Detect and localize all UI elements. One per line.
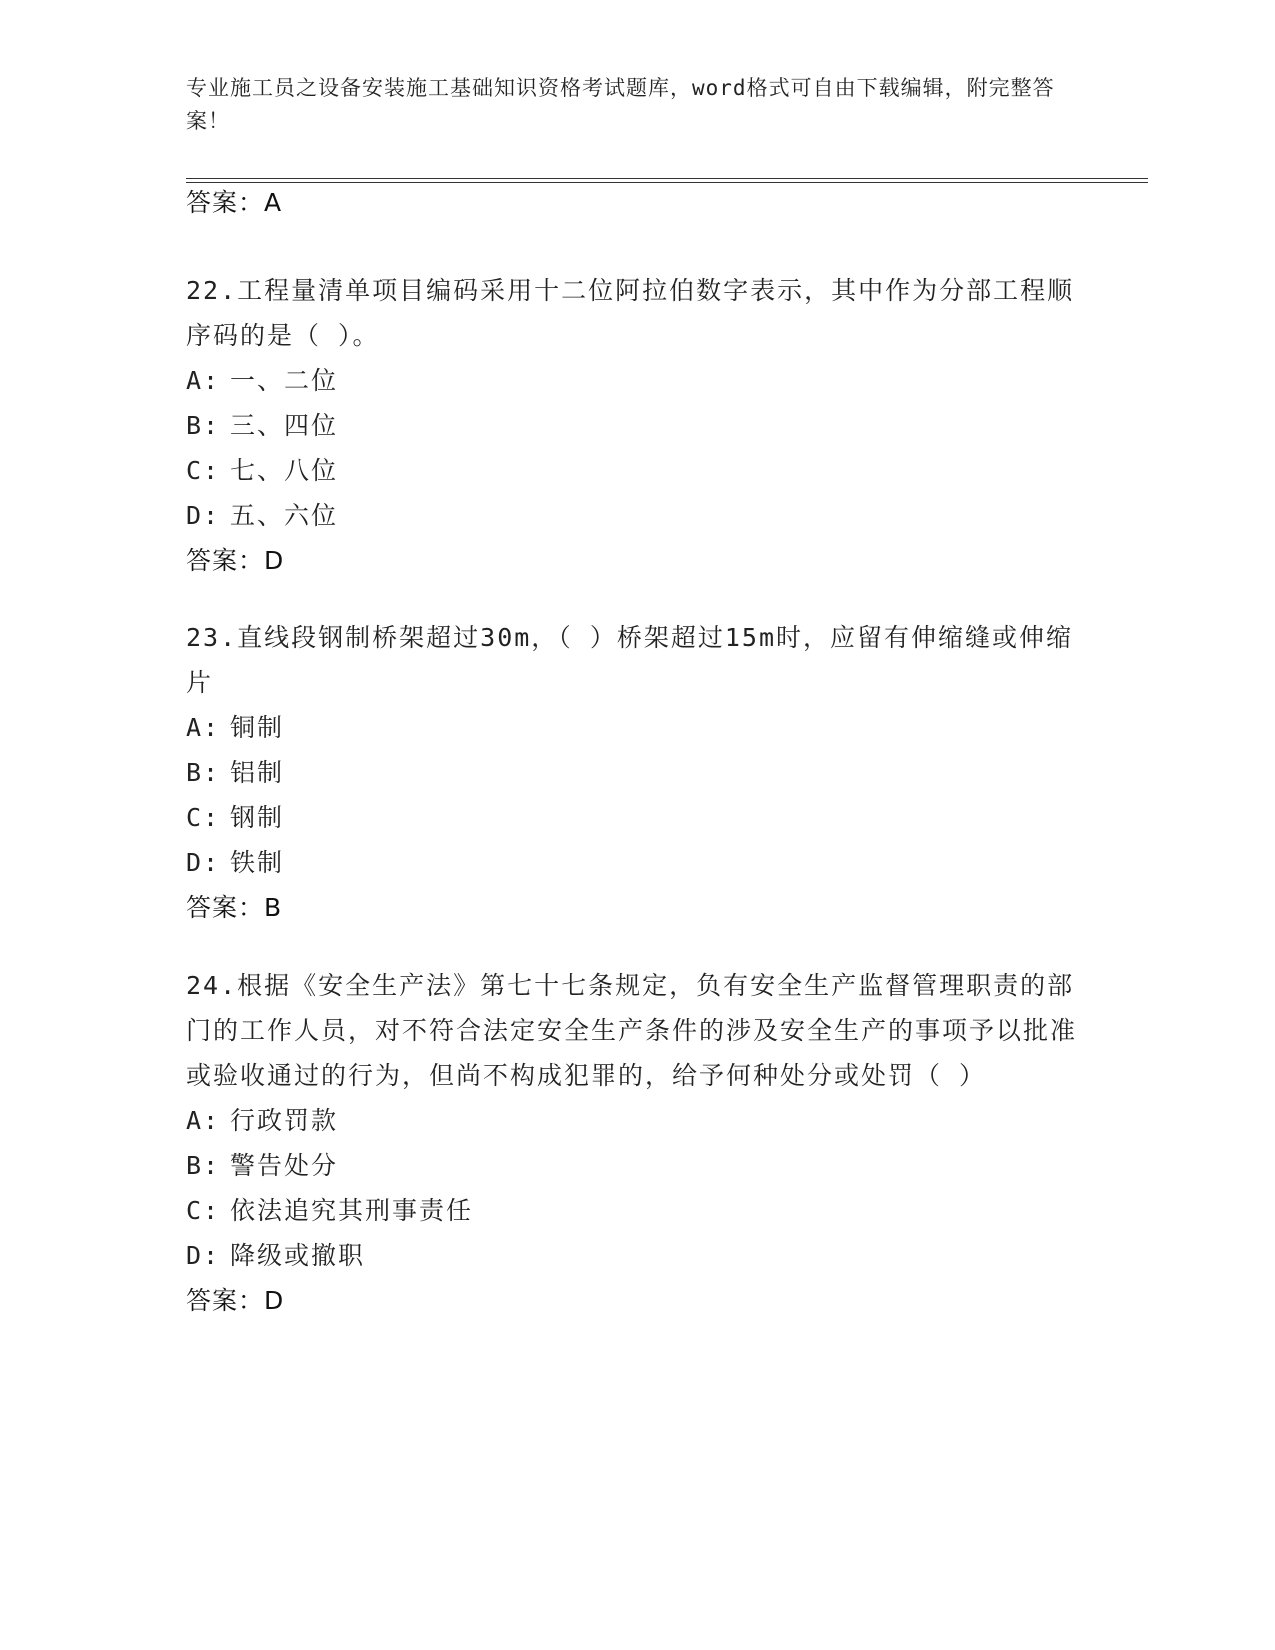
option-c: [186, 795, 1086, 840]
previous-answer: 答案：A: [186, 188, 283, 217]
option-key: B:: [186, 758, 221, 787]
question-24: [186, 963, 1086, 1323]
option-text: 行政罚款: [230, 1106, 339, 1135]
question-23: [186, 615, 1086, 930]
header-divider: [186, 178, 1148, 183]
option-text: 降级或撤职: [230, 1241, 366, 1270]
option-text: 七、八位: [230, 456, 339, 485]
option-text: 三、四位: [230, 411, 339, 440]
option-d: [186, 1233, 1086, 1278]
question-answer: 答案：B: [186, 893, 283, 922]
option-key: C:: [186, 456, 221, 485]
option-key: D:: [186, 848, 221, 877]
question-answer: 答案：D: [186, 1286, 285, 1315]
option-key: C:: [186, 1196, 221, 1225]
option-text: 依法追究其刑事责任: [230, 1196, 474, 1225]
option-text: 钢制: [230, 803, 285, 832]
option-key: A:: [186, 1106, 221, 1135]
option-a: [186, 1098, 1086, 1143]
option-key: B:: [186, 1151, 221, 1180]
option-c: [186, 448, 1086, 493]
option-key: B:: [186, 411, 221, 440]
option-d: [186, 840, 1086, 885]
option-key: D:: [186, 1241, 221, 1270]
option-a: [186, 705, 1086, 750]
option-key: A:: [186, 713, 221, 742]
option-a: [186, 358, 1086, 403]
option-d: [186, 493, 1086, 538]
question-stem: 24.根据《安全生产法》第七十七条规定，负有安全生产监督管理职责的部门的工作人员，对不符合法定安全生产条件的涉及安全生产的事项予以批准或验收通过的行为，但尚不构成犯罪的，给予何种处分或处罚（ ）: [186, 971, 1078, 1090]
option-key: C:: [186, 803, 221, 832]
question-stem: 22.工程量清单项目编码采用十二位阿拉伯数字表示，其中作为分部工程顺序码的是（ ）。: [186, 276, 1075, 350]
document-header: 专业施工员之设备安装施工基础知识资格考试题库，word格式可自由下载编辑，附完整答案！: [186, 76, 1055, 133]
option-key: D:: [186, 501, 221, 530]
option-text: 警告处分: [230, 1151, 339, 1180]
option-b: [186, 750, 1086, 795]
option-text: 铜制: [230, 713, 285, 742]
option-b: [186, 1143, 1086, 1188]
option-key: A:: [186, 366, 221, 395]
option-c: [186, 1188, 1086, 1233]
question-answer: 答案：D: [186, 546, 285, 575]
option-text: 一、二位: [230, 366, 339, 395]
option-text: 铝制: [230, 758, 285, 787]
option-b: [186, 403, 1086, 448]
option-text: 五、六位: [230, 501, 339, 530]
question-stem: 23.直线段钢制桥架超过30m，（ ）桥架超过15m时，应留有伸缩缝或伸缩片: [186, 623, 1074, 697]
option-text: 铁制: [230, 848, 285, 877]
question-22: [186, 268, 1086, 583]
